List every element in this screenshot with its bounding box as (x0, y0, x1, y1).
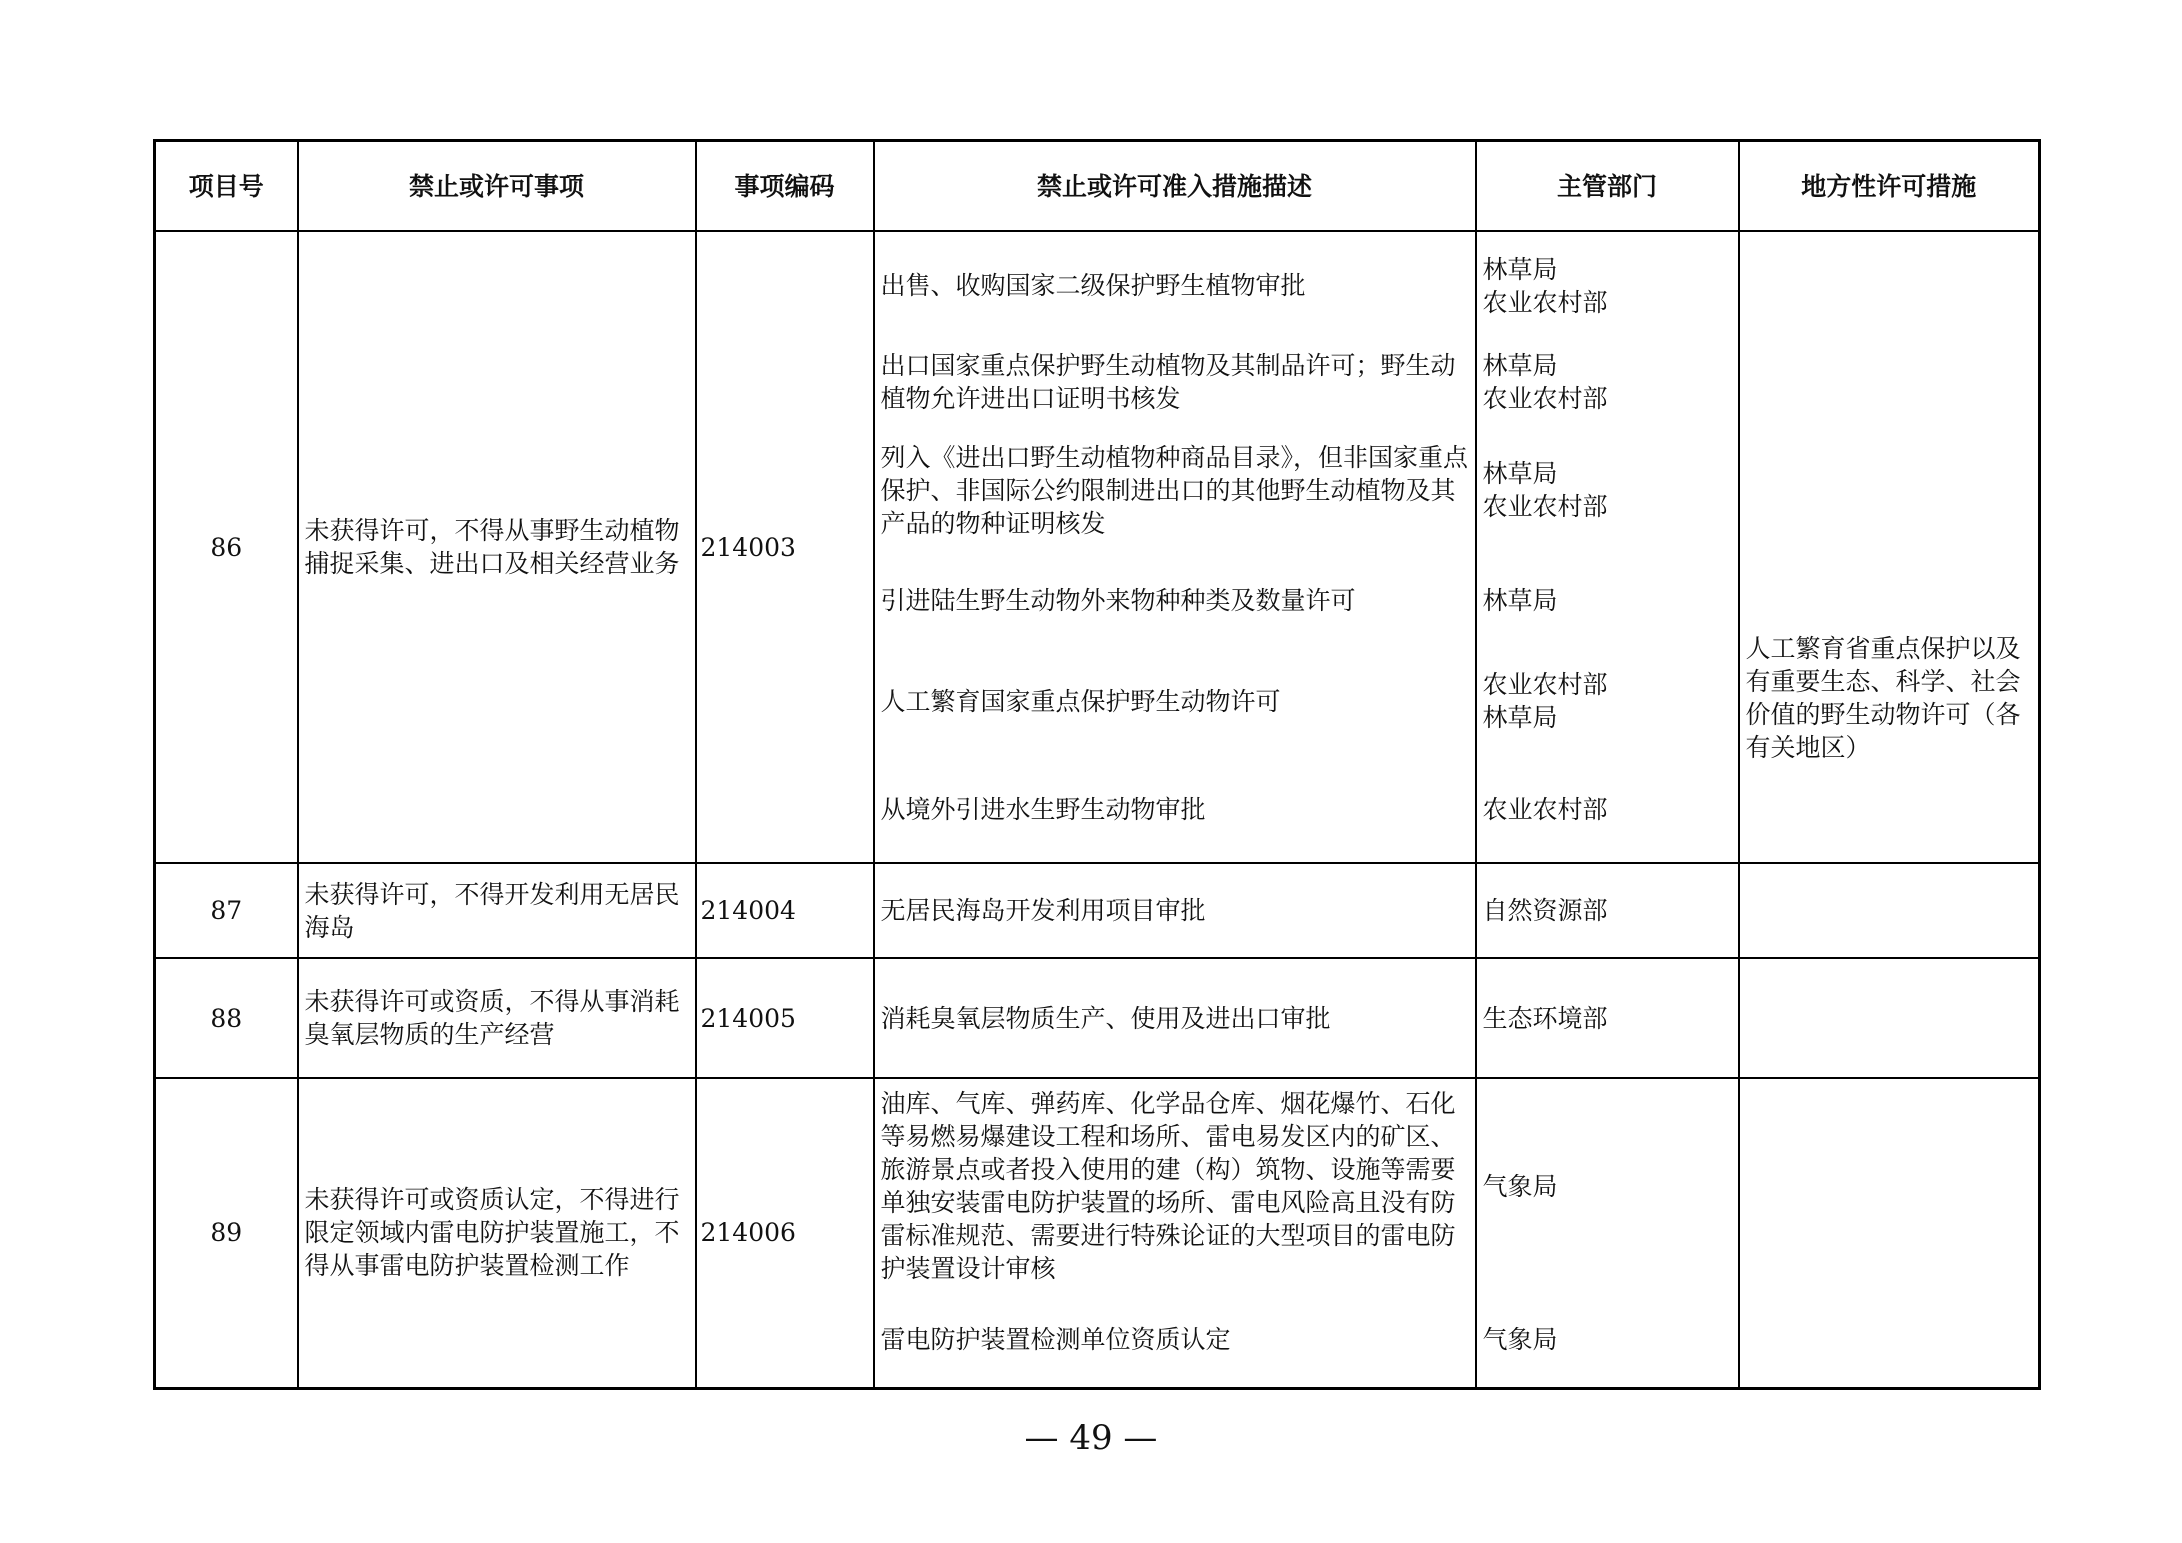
page-number: — 49 — (1024, 1418, 1158, 1458)
local-measure (1739, 958, 2040, 1078)
item-number: 86 (155, 231, 298, 863)
department: 农业农村部 林草局 (1476, 645, 1739, 757)
table-header-row (155, 141, 2040, 232)
table-row (155, 958, 2040, 1078)
measure-description: 引进陆生野生动物外来物种种类及数量许可 (874, 555, 1476, 645)
measure-description: 出售、收购国家二级保护野生植物审批 (874, 231, 1476, 339)
item-code: 214006 (696, 1078, 874, 1388)
header-department: 主管部门 (1476, 141, 1739, 232)
item-description: 未获得许可或资质认定，不得进行限定领域内雷电防护装置施工，不得从事雷电防护装置检测工作 (298, 1078, 696, 1388)
item-code: 214005 (696, 958, 874, 1078)
regulation-table (153, 139, 2041, 1390)
table-row (155, 231, 2040, 339)
table-row (155, 863, 2040, 958)
item-number: 88 (155, 958, 298, 1078)
measure-description: 列入《进出口野生动植物种商品目录》，但非国家重点保护、非国际公约限制进出口的其他野生动植物及其产品的物种证明核发 (874, 425, 1476, 555)
measure-description: 人工繁育国家重点保护野生动物许可 (874, 645, 1476, 757)
item-description: 未获得许可，不得从事野生动植物捕捉采集、进出口及相关经营业务 (298, 231, 696, 863)
item-code: 214004 (696, 863, 874, 958)
measure-description: 出口国家重点保护野生动植物及其制品许可；野生动植物允许进出口证明书核发 (874, 339, 1476, 425)
department: 自然资源部 (1476, 863, 1739, 958)
measure-description: 消耗臭氧层物质生产、使用及进出口审批 (874, 958, 1476, 1078)
measure-description: 从境外引进水生野生动物审批 (874, 757, 1476, 863)
local-measure (1739, 1078, 2040, 1388)
item-description: 未获得许可或资质，不得从事消耗臭氧层物质的生产经营 (298, 958, 696, 1078)
department: 气象局 (1476, 1078, 1739, 1293)
item-number: 87 (155, 863, 298, 958)
header-local-measure: 地方性许可措施 (1739, 141, 2040, 232)
measure-description: 无居民海岛开发利用项目审批 (874, 863, 1476, 958)
item-number: 89 (155, 1078, 298, 1388)
header-measure-description: 禁止或许可准入措施描述 (874, 141, 1476, 232)
measure-description: 油库、气库、弹药库、化学品仓库、烟花爆竹、石化等易燃易爆建设工程和场所、雷电易发区内的矿区、旅游景点或者投入使用的建（构）筑物、设施等需要单独安装雷电防护装置的场所、雷电风险高且没有防雷标准规范、需要进行特殊论证的大型项目的雷电防护装置设计审核 (874, 1078, 1476, 1293)
header-code: 事项编码 (696, 141, 874, 232)
table-row (155, 1078, 2040, 1293)
item-code: 214003 (696, 231, 874, 863)
header-item: 禁止或许可事项 (298, 141, 696, 232)
department: 气象局 (1476, 1293, 1739, 1388)
local-measure: 人工繁育省重点保护以及有重要生态、科学、社会价值的野生动物许可（各有关地区） (1739, 231, 2040, 863)
department: 林草局 农业农村部 (1476, 339, 1739, 425)
header-item-number: 项目号 (155, 141, 298, 232)
item-description: 未获得许可，不得开发利用无居民海岛 (298, 863, 696, 958)
department: 生态环境部 (1476, 958, 1739, 1078)
department: 林草局 农业农村部 (1476, 425, 1739, 555)
department: 林草局 农业农村部 (1476, 231, 1739, 339)
local-measure (1739, 863, 2040, 958)
department: 农业农村部 (1476, 757, 1739, 863)
measure-description: 雷电防护装置检测单位资质认定 (874, 1293, 1476, 1388)
department: 林草局 (1476, 555, 1739, 645)
